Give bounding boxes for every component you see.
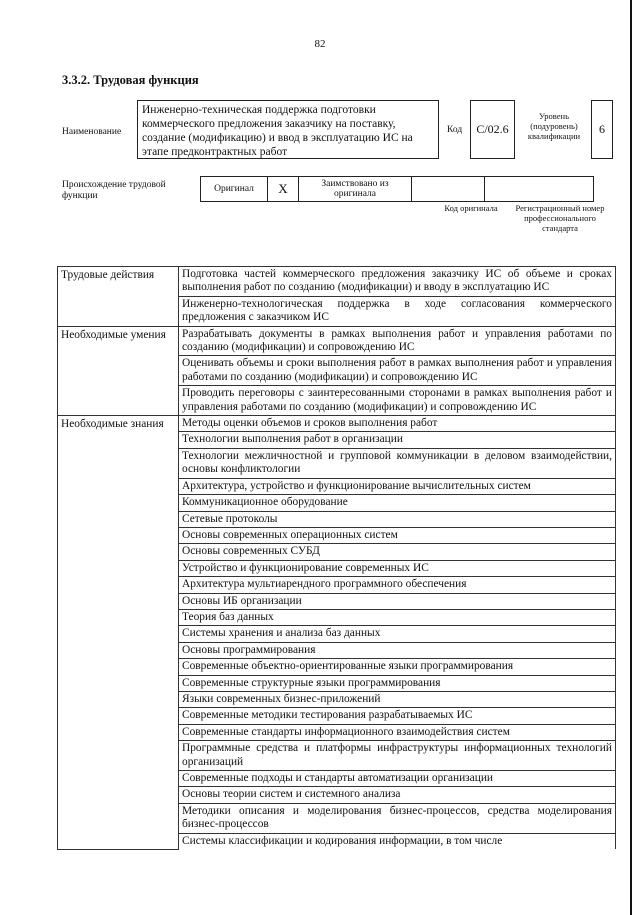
function-details-table	[57, 266, 616, 850]
origin-table	[200, 176, 594, 202]
page-number: 82	[314, 38, 326, 50]
section-item: Методы оценки объемов и сроков выполнения работ	[179, 416, 616, 432]
original-label: Оригинал	[201, 177, 268, 202]
section-item: Основы программирования	[179, 642, 616, 658]
section-item: Системы хранения и анализа баз данных	[179, 626, 616, 642]
section-item: Основы современных СУБД	[179, 544, 616, 560]
section-category: Необходимые умения	[58, 326, 179, 415]
section-item: Основы современных операционных систем	[179, 527, 616, 543]
original-code-cell	[412, 177, 485, 202]
section-item: Современные методики тестирования разрабатываемых ИС	[179, 708, 616, 724]
section-item: Архитектура, устройство и функционирование вычислительных систем	[179, 478, 616, 494]
reg-number-cell	[485, 177, 594, 202]
origin-label: Происхождение трудовой функции	[62, 180, 166, 201]
reg-number-label: Регистрационный номер профессионального стандарта	[515, 203, 605, 233]
section-item: Архитектура мультиарендного программного обеспечения	[179, 577, 616, 593]
function-name-box: Инженерно-техническая поддержка подготовки коммерческого предложения заказчику на поставку, создание (модификацию) и ввод в эксплуатацию ИС на этапе предконтрактных работ	[137, 100, 439, 159]
section-category: Необходимые знания	[58, 416, 179, 849]
section-item: Современные объектно-ориентированные языки программирования	[179, 659, 616, 675]
section-item: Современные структурные языки программирования	[179, 675, 616, 691]
table-row	[58, 416, 616, 432]
section-item: Языки современных бизнес-приложений	[179, 691, 616, 707]
section-item: Разрабатывать документы в рамках выполнения работ и управления работами по созданию (модификации) и сопровождению ИС	[179, 326, 616, 356]
section-item: Современные подходы и стандарты автоматизации организации	[179, 771, 616, 787]
section-item: Оценивать объемы и сроки выполнения работ в рамках выполнения работ и управления работами по созданию (модификации) и сопровождению ИС	[179, 356, 616, 386]
function-code-box: С/02.6	[470, 100, 515, 159]
borrowed-label: Заимствовано из оригинала	[299, 177, 412, 202]
section-item: Сетевые протоколы	[179, 511, 616, 527]
qualification-level-box: 6	[591, 100, 613, 159]
section-item: Подготовка частей коммерческого предложения заказчику ИС об объеме и сроках выполнения работ по созданию (модификации) и вводу в эксплуатацию ИС	[179, 267, 616, 297]
name-label: Наименование	[62, 127, 122, 137]
section-item: Системы классификации и кодирования информации, в том числе	[179, 833, 616, 849]
section-title: 3.3.2. Трудовая функция	[62, 73, 199, 87]
section-item: Технологии межличностной и групповой коммуникации в деловом взаимодействии, основы конфликтологии	[179, 448, 616, 478]
section-item: Устройство и функционирование современных ИС	[179, 560, 616, 576]
section-item: Технологии выполнения работ в организации	[179, 432, 616, 448]
section-item: Проводить переговоры с заинтересованными сторонами в рамках выполнения работ и управления работами по созданию (модификации) и сопровождению ИС	[179, 386, 616, 416]
table-row	[58, 326, 616, 356]
table-row	[58, 267, 616, 297]
section-item: Коммуникационное оборудование	[179, 495, 616, 511]
page-border	[630, 0, 632, 915]
section-item: Основы теории систем и системного анализа	[179, 787, 616, 803]
section-item: Современные стандарты информационного взаимодействия систем	[179, 724, 616, 740]
section-item: Методики описания и моделирования бизнес-процессов, средства моделирования бизнес-процессов	[179, 803, 616, 833]
section-category: Трудовые действия	[58, 267, 179, 327]
original-mark: X	[268, 177, 299, 202]
section-item: Инженерно-технологическая поддержка в ходе согласования коммерческого предложения с заказчиком ИС	[179, 296, 616, 326]
section-item: Теория баз данных	[179, 609, 616, 625]
level-label: Уровень (подуровень) квалификации	[527, 111, 581, 141]
original-code-label: Код оригинала	[444, 203, 498, 213]
section-item: Основы ИБ организации	[179, 593, 616, 609]
section-item: Программные средства и платформы инфраструктуры информационных технологий организаций	[179, 741, 616, 771]
code-label: Код	[447, 125, 463, 135]
